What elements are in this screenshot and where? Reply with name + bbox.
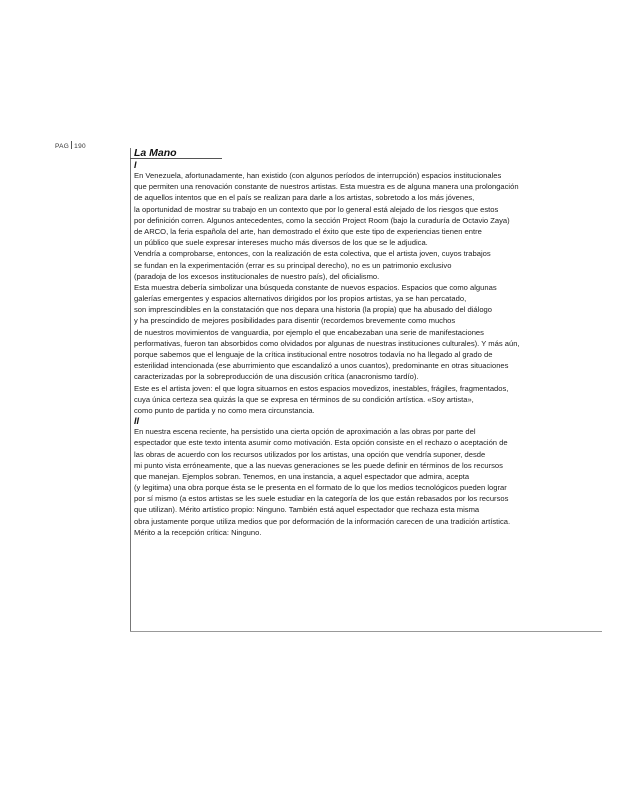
article-title: La Mano: [134, 147, 177, 159]
text-line: galerías emergentes y espacios alternativos dirigidos por los propios artistas, ya se han percatado,: [134, 294, 467, 304]
text-line: porque sabemos que el lenguaje de la crítica institucional entre nosotros todavía no ha llegado al grado de: [134, 350, 493, 359]
text-line: de aquellos intentos que en el país se realizan para darle a los artistas, sobretodo a los más jóvenes,: [134, 193, 475, 203]
text-line: mi punto vista erróneamente, que a las nuevas generaciones se les puede definir en términos de los recursos: [134, 460, 503, 470]
text-line: (y legitima) una obra porque ésta se le presenta en el formato de lo que los medios tecnológicos pueden lograr: [134, 483, 507, 493]
page-number-value: 190: [74, 143, 86, 150]
page-number: [55, 141, 86, 150]
text-line: las obras de acuerdo con los recursos utilizados por los artistas, una opción que vendría suponer, desde: [134, 449, 486, 459]
text-line: Mérito a la recepción crítica: Ninguno.: [134, 527, 262, 537]
vertical-rule: [130, 148, 131, 632]
text-line: y ha prescindido de mejores posibilidades para disentir (recordemos brevemente como muchos: [134, 316, 456, 326]
text-line: que utilizan). Mérito artístico propio: Ninguno. También está aquel espectador que rechaza esta misma: [134, 505, 480, 515]
text-line: son imprescindibles en la constatación que nos depara una historia (la propia) que ha abusado del diálogo: [134, 305, 492, 315]
text-line: un público que suele expresar intereses mucho más diversos de los que se le adjudica.: [134, 238, 428, 248]
text-line: como punto de partida y no como mera circunstancia.: [134, 405, 315, 415]
text-line: caracterizadas por la sobreproducción de una discusión crítica (anacronismo tardío).: [134, 372, 419, 382]
text-line: de nuestros movimientos de vanguardia, por ejemplo el que encabezaban una serie de manifestaciones: [134, 327, 484, 337]
section-text: [134, 170, 604, 416]
text-line: Vendría a comprobarse, entonces, con la realización de esta colectiva, que el artista joven, cuyos trabajos: [134, 249, 491, 259]
page-label: PAG: [55, 143, 70, 150]
article-body: [134, 160, 604, 538]
text-line: Este es el artista joven: el que logra situarnos en estos espacios movedizos, inestables, frágiles, fragmentados,: [134, 383, 509, 393]
page-number-separator: [71, 141, 72, 149]
text-line: que permiten una renovación constante de nuestros artistas. Esta muestra es de alguna manera una prolongación: [134, 182, 519, 192]
text-line: En Venezuela, afortunadamente, han existido (con algunos períodos de interrupción) espacios institucionales: [134, 171, 502, 180]
text-line: cuya única certeza sea quizás la que se expresa en términos de su condición artística. «Soy artista»,: [134, 394, 474, 404]
text-line: En nuestra escena reciente, ha persistido una cierta opción de aproximación a las obras por parte del: [134, 427, 476, 437]
text-line: por definición corren. Algunos antecedentes, como la sección Project Room (bajo la curaduría de Octavio Zaya): [134, 215, 510, 225]
text-line: esterilidad intencionada (ese aburrimiento que escandalizó a unos cuantos), predominante en otras situaciones: [134, 361, 509, 371]
text-line: se fundan en la experimentación (errar es su principal derecho), no es un patrimonio exclusivo: [134, 260, 452, 270]
section-text: [134, 426, 604, 538]
section-heading: II: [134, 416, 140, 427]
text-line: (paradoja de los excesos institucionales de nuestro país), del oficialismo.: [134, 271, 380, 281]
bottom-rule: [130, 631, 602, 632]
text-line: la oportunidad de mostrar su trabajo en un contexto que por lo general está alejado de los riesgos que estos: [134, 204, 499, 214]
section-heading: I: [134, 160, 137, 170]
section-2: [134, 416, 604, 538]
text-line: performativas, fueron tan absorbidos como olvidados por algunas de nuestras instituciones culturales). Y más aún,: [134, 338, 520, 348]
text-line: espectador que este texto intenta asumir como motivación. Esta opción consiste en el rechazo o aceptación de: [134, 438, 508, 448]
text-line: que manejan. Ejemplos sobran. Tenemos, en una instancia, a aquel espectador que admira, acepta: [134, 471, 470, 481]
text-line: obra justamente porque utiliza medios que por deformación de la información carecen de una tradición artística.: [134, 516, 511, 526]
text-line: Esta muestra debería simbolizar una búsqueda constante de nuevos espacios. Espacios que como algunas: [134, 282, 497, 292]
text-line: por sí mismo (a estos artistas se les suele estudiar en la categoría de los que están rebasados por los recursos: [134, 494, 509, 504]
text-line: de ARCO, la feria española del arte, han demostrado el éxito que este tipo de experiencias tienen entre: [134, 226, 482, 236]
section-1: [134, 160, 604, 416]
